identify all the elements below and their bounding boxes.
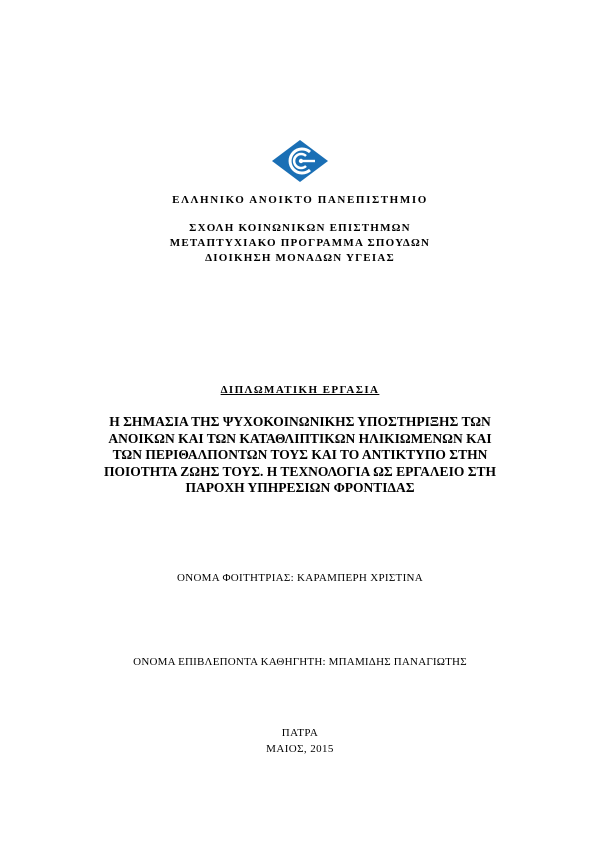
student-name: ΟΝΟΜΑ ΦΟΙΤΗΤΡΙΑΣ: ΚΑΡΑΜΠΕΡΗ ΧΡΙΣΤΙΝΑ — [176, 572, 424, 584]
thesis-title — [80, 414, 520, 497]
school-block — [0, 221, 600, 266]
supervisor-name: ΟΝΟΜΑ ΕΠΙΒΛΕΠΟΝΤΑ ΚΑΘΗΓΗΤΗ: ΜΠΑΜΙΔΗΣ ΠΑΝΑΓΙΩΤΗΣ — [133, 656, 467, 668]
school-name: ΣΧΟΛΗ ΚΟΙΝΩΝΙΚΩΝ ΕΠΙΣΤΗΜΩΝ — [189, 222, 411, 234]
thesis-title-line: ΠΟΙΟΤΗΤΑ ΖΩΗΣ ΤΟΥΣ. Η ΤΕΧΝΟΛΟΓΙΑ ΩΣ ΕΡΓΑΛΕΙΟ ΣΤΗ — [103, 463, 497, 479]
date: ΜΑΙΟΣ, 2015 — [266, 743, 334, 755]
thesis-title-line: Η ΣΗΜΑΣΙΑ ΤΗΣ ΨΥΧΟΚΟΙΝΩΝΙΚΗΣ ΥΠΟΣΤΗΡΙΞΗΣ ΤΩΝ — [109, 414, 491, 429]
eap-university-logo-icon — [270, 138, 330, 184]
thesis-label: ΔΙΠΛΩΜΑΤΙΚΗ ΕΡΓΑΣΙΑ — [220, 384, 380, 396]
place: ΠΑΤΡΑ — [281, 727, 319, 739]
place-date-block — [0, 725, 600, 757]
thesis-title-line: ΑΝΟΙΚΩΝ ΚΑΙ ΤΩΝ ΚΑΤΑΘΛΙΠΤΙΚΩΝ ΗΛΙΚΙΩΜΕΝΩΝ ΚΑΙ — [108, 430, 492, 446]
program-specialization: ΔΙΟΙΚΗΣΗ ΜΟΝΑΔΩΝ ΥΓΕΙΑΣ — [205, 252, 395, 264]
thesis-title-line: ΠΑΡΟΧΗ ΥΠΗΡΕΣΙΩΝ ΦΡΟΝΤΙΔΑΣ — [185, 480, 415, 496]
university-name: ΕΛΛΗΝΙΚΟ ΑΝΟΙΚΤΟ ΠΑΝΕΠΙΣΤΗΜΙΟ — [172, 194, 428, 206]
program-name: ΜΕΤΑΠΤΥΧΙΑΚΟ ΠΡΟΓΡΑΜΜΑ ΣΠΟΥΔΩΝ — [169, 237, 431, 249]
thesis-title-line: ΤΩΝ ΠΕΡΙΘΑΛΠΟΝΤΩΝ ΤΟΥΣ ΚΑΙ ΤΟ ΑΝΤΙΚΤΥΠΟ ΣΤΗΝ — [112, 447, 488, 463]
